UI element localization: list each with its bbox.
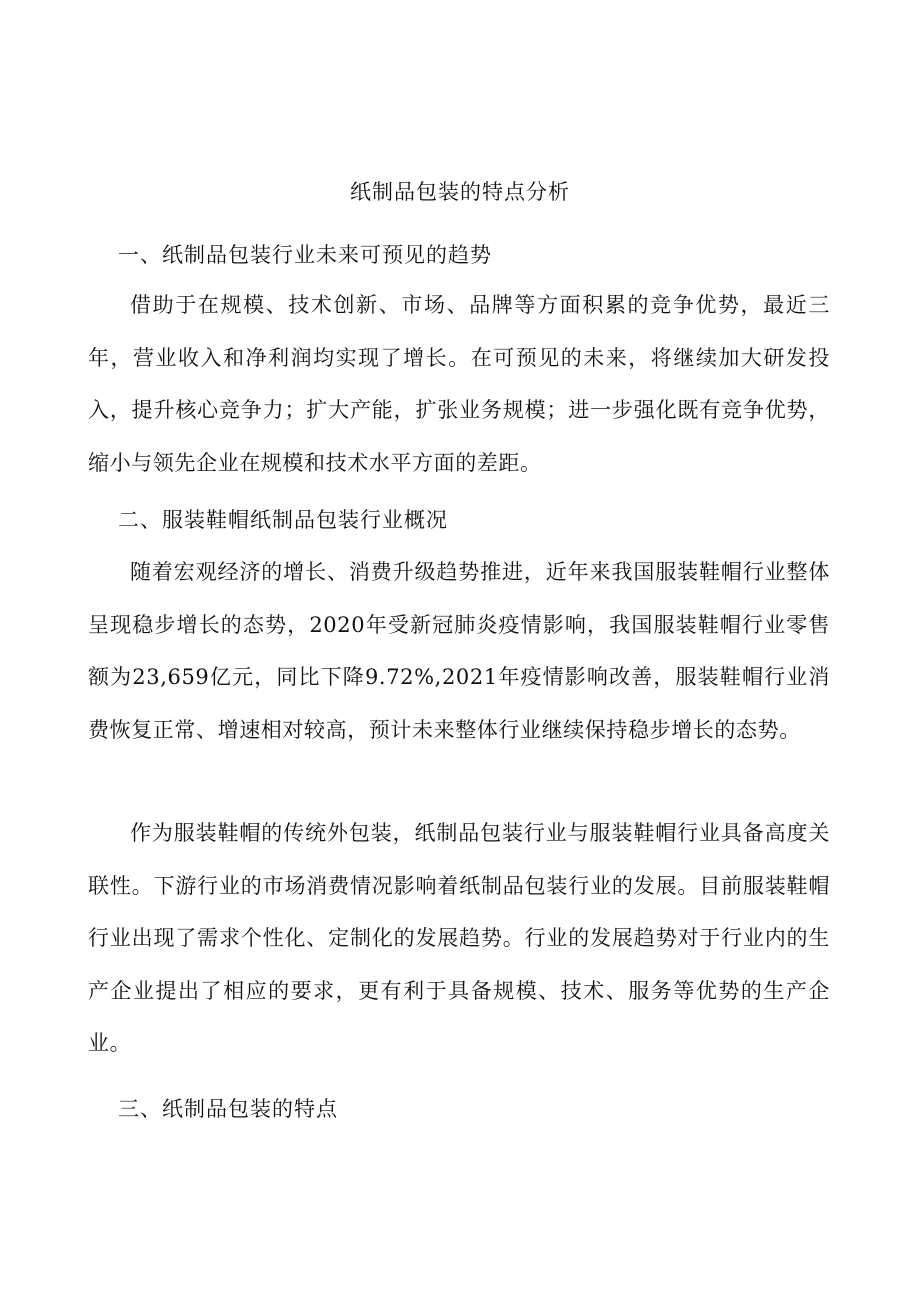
document-title: 纸制品包装的特点分析 bbox=[350, 180, 570, 204]
section-heading-2: 二、服装鞋帽纸制品包装行业概况 bbox=[118, 508, 448, 532]
section-1-paragraph-1: 借助于在规模、技术创新、市场、品牌等方面积累的竞争优势，最近三年，营业收入和净利润均实现了增长。在可预见的未来，将继续加大研发投入，提升核心竞争力；扩大产能，扩张业务规模；进一步强化既有竞争优势，缩小与领先企业在规模和技术水平方面的差距。 bbox=[88, 293, 830, 475]
section-heading-1: 一、纸制品包装行业未来可预见的趋势 bbox=[118, 243, 492, 267]
section-2-paragraph-1: 随着宏观经济的增长、消费升级趋势推进，近年来我国服装鞋帽行业整体呈现稳步增长的态势，2020年受新冠肺炎疫情影响，我国服装鞋帽行业零售额为23,659亿元，同比下降9.72%,2021年疫情影响改善，服装鞋帽行业消费恢复正常、增速相对较高，预计未来整体行业继续保持稳步增长的态势。 bbox=[88, 560, 830, 742]
section-2-paragraph-2: 作为服装鞋帽的传统外包装，纸制品包装行业与服装鞋帽行业具备高度关联性。下游行业的市场消费情况影响着纸制品包装行业的发展。目前服装鞋帽行业出现了需求个性化、定制化的发展趋势。行业的发展趋势对于行业内的生产企业提出了相应的要求，更有利于具备规模、技术、服务等优势的生产企业。 bbox=[88, 821, 830, 1055]
section-heading-3: 三、纸制品包装的特点 bbox=[118, 1097, 338, 1121]
